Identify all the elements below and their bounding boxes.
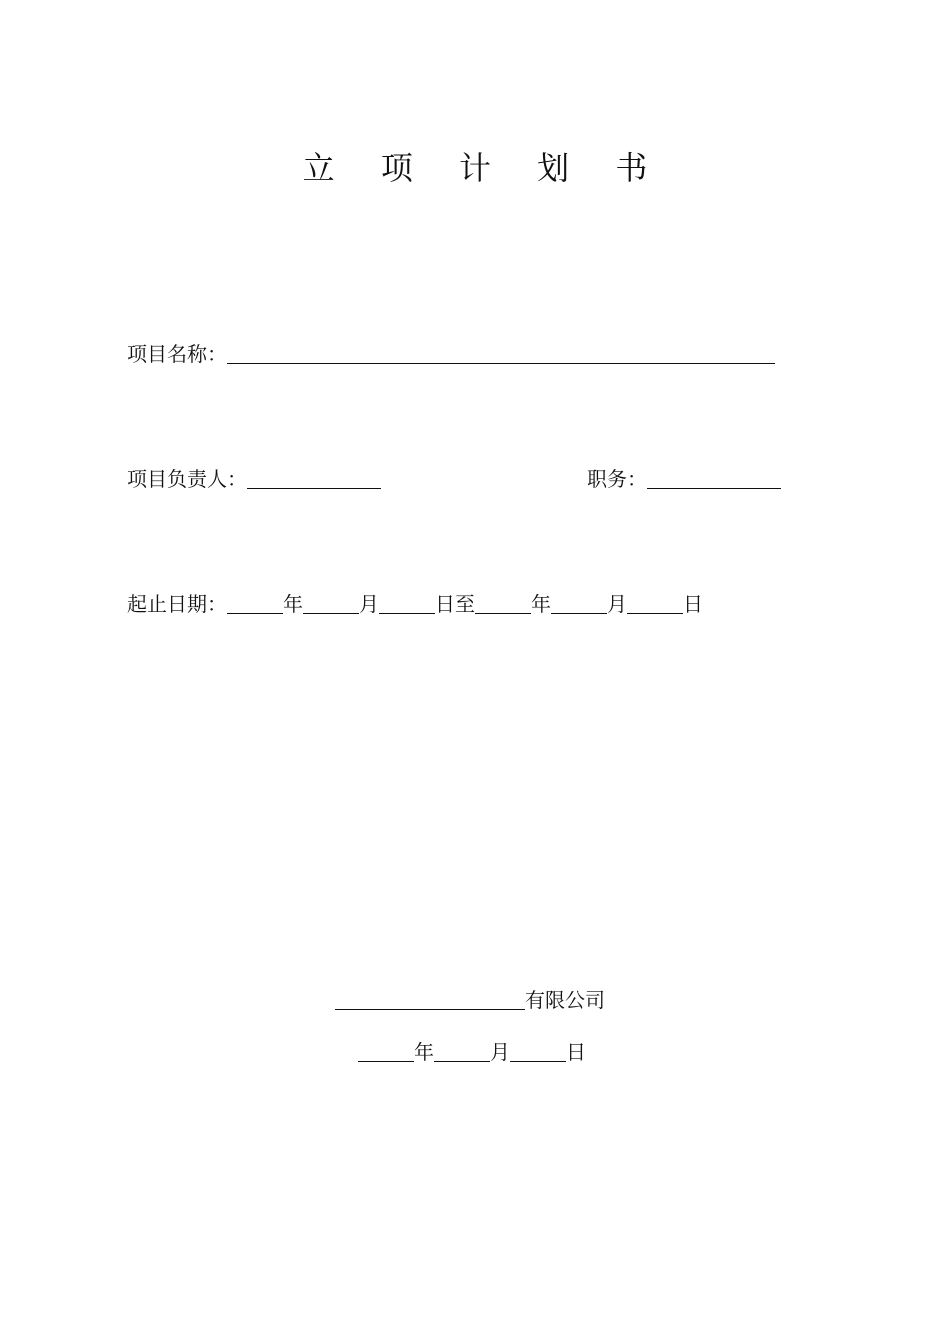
project-name-field[interactable] bbox=[227, 341, 775, 364]
position-label: 职务： bbox=[587, 467, 647, 491]
start-day-unit: 日至 bbox=[435, 592, 475, 616]
end-year-unit: 年 bbox=[531, 592, 551, 616]
start-day-field[interactable] bbox=[379, 591, 435, 614]
end-day-unit: 日 bbox=[683, 592, 703, 616]
footer-day-field[interactable] bbox=[510, 1039, 566, 1062]
footer-day-unit: 日 bbox=[566, 1040, 586, 1064]
project-leader-field[interactable] bbox=[247, 466, 381, 489]
document-title: 立 项 计 划 书 bbox=[302, 149, 666, 187]
end-day-field[interactable] bbox=[627, 591, 683, 614]
footer-date-row bbox=[358, 1038, 586, 1066]
start-year-field[interactable] bbox=[227, 591, 283, 614]
footer-year-unit: 年 bbox=[414, 1040, 434, 1064]
project-name-label: 项目名称： bbox=[127, 342, 227, 366]
date-range-label: 起止日期： bbox=[127, 592, 227, 616]
company-row bbox=[335, 986, 605, 1014]
start-month-field[interactable] bbox=[303, 591, 359, 614]
start-year-unit: 年 bbox=[283, 592, 303, 616]
project-leader-label: 项目负责人： bbox=[127, 467, 247, 491]
footer-month-field[interactable] bbox=[434, 1039, 490, 1062]
start-month-unit: 月 bbox=[359, 592, 379, 616]
position-row bbox=[587, 465, 781, 493]
end-month-field[interactable] bbox=[551, 591, 607, 614]
position-field[interactable] bbox=[647, 466, 781, 489]
date-range-row bbox=[127, 590, 703, 618]
company-suffix: 有限公司 bbox=[525, 988, 605, 1012]
footer-year-field[interactable] bbox=[358, 1039, 414, 1062]
footer-month-unit: 月 bbox=[490, 1040, 510, 1064]
end-month-unit: 月 bbox=[607, 592, 627, 616]
company-name-field[interactable] bbox=[335, 987, 525, 1010]
project-name-row bbox=[127, 340, 775, 368]
end-year-field[interactable] bbox=[475, 591, 531, 614]
project-leader-row bbox=[127, 465, 381, 493]
